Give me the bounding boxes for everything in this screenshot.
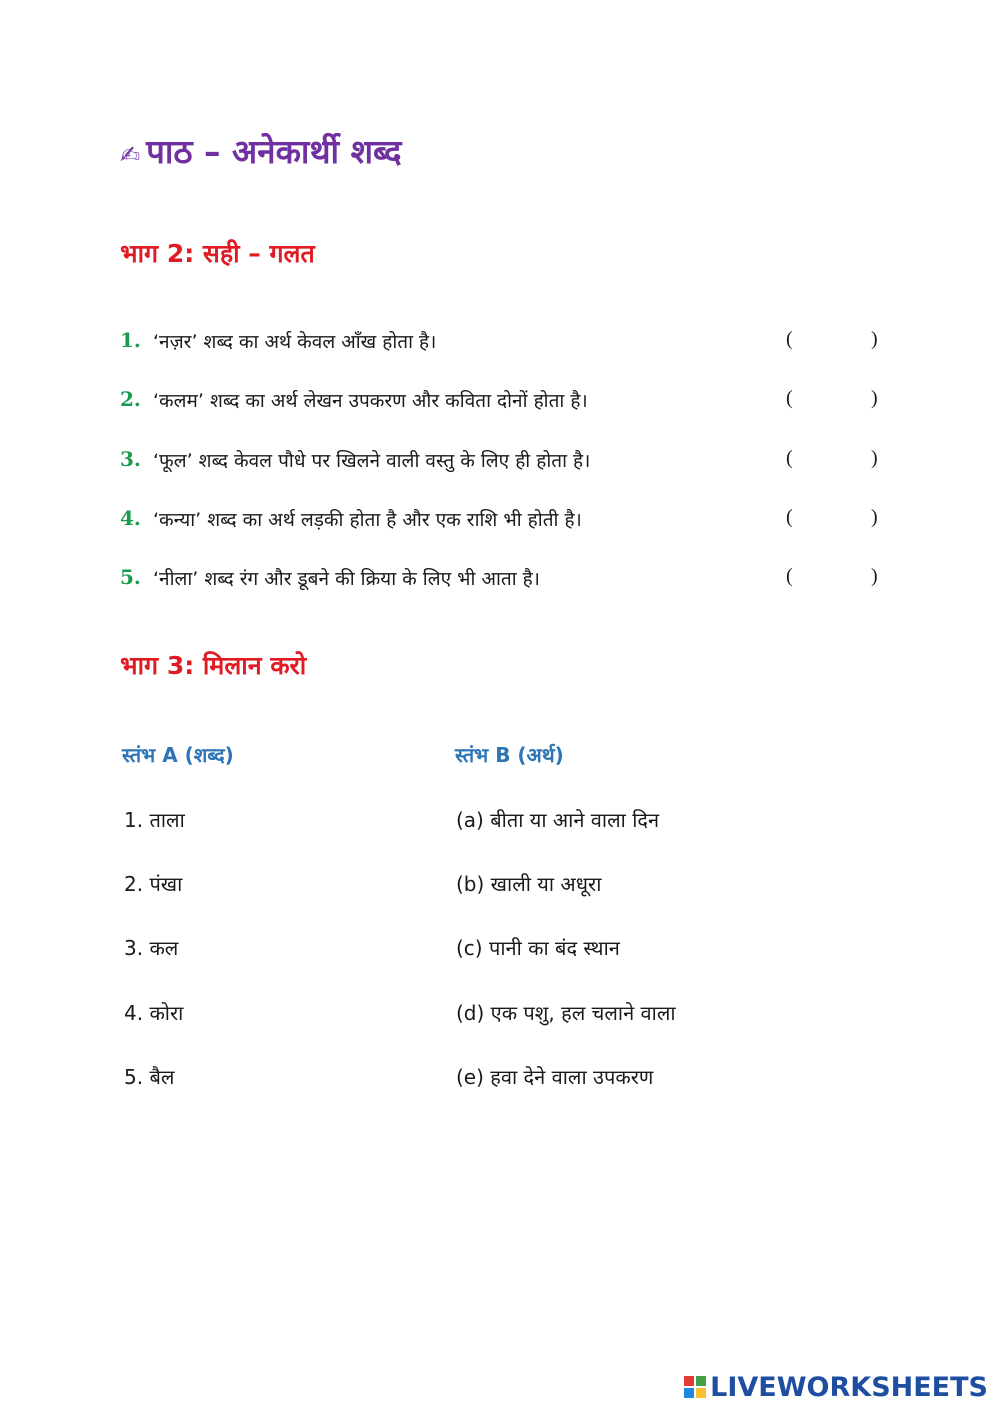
question-number: 4. — [120, 506, 141, 530]
column-a-item: 3. कल — [124, 936, 179, 960]
answer-open-paren: ( — [786, 447, 793, 469]
answer-close-paren: ) — [871, 328, 878, 350]
answer-close-paren: ) — [871, 387, 878, 409]
answer-open-paren: ( — [786, 506, 793, 528]
answer-open-paren: ( — [786, 328, 793, 350]
liveworksheets-logo-icon — [684, 1376, 706, 1398]
question-number: 1. — [120, 328, 141, 352]
column-b-item: (a) बीता या आने वाला दिन — [456, 808, 660, 832]
column-a-item: 5. बैल — [124, 1065, 175, 1089]
question-text: ‘नज़र’ शब्द का अर्थ केवल आँख होता है। — [153, 331, 437, 353]
column-a-item: 1. ताला — [124, 808, 185, 832]
question-2 — [120, 387, 890, 417]
column-b-item: (b) खाली या अधूरा — [456, 872, 602, 896]
answer-open-paren: ( — [786, 387, 793, 409]
pen-icon: ✍ — [120, 141, 141, 169]
part2-heading: भाग 2: सही – गलत — [120, 239, 315, 268]
question-5 — [120, 565, 890, 595]
question-4 — [120, 506, 890, 536]
column-b-item: (d) एक पशु, हल चलाने वाला — [456, 1001, 676, 1025]
question-text: ‘कलम’ शब्द का अर्थ लेखन उपकरण और कविता दोनों होता है। — [153, 390, 588, 412]
column-b-item: (c) पानी का बंद स्थान — [456, 936, 620, 960]
answer-open-paren: ( — [786, 565, 793, 587]
question-number: 5. — [120, 565, 141, 589]
question-number: 2. — [120, 387, 141, 411]
answer-close-paren: ) — [871, 506, 878, 528]
question-text: ‘नीला’ शब्द रंग और डूबने की क्रिया के लिए भी आता है। — [153, 568, 540, 590]
page-title — [120, 128, 402, 173]
answer-close-paren: ) — [871, 447, 878, 469]
question-text: ‘फूल’ शब्द केवल पौधे पर खिलने वाली वस्तु के लिए ही होता है। — [153, 450, 591, 472]
question-3 — [120, 447, 890, 477]
title-text: पाठ – अनेकार्थी शब्द — [146, 132, 402, 171]
column-b-item: (e) हवा देने वाला उपकरण — [456, 1065, 654, 1089]
question-number: 3. — [120, 447, 141, 471]
question-1 — [120, 328, 890, 358]
brand-text: LIVEWORKSHEETS — [710, 1371, 988, 1403]
column-a-heading: स्तंभ A (शब्द) — [122, 743, 234, 767]
part3-heading: भाग 3: मिलान करो — [120, 651, 307, 680]
question-text: ‘कन्या’ शब्द का अर्थ लड़की होता है और एक राशि भी होती है। — [153, 509, 582, 531]
liveworksheets-brand — [684, 1372, 988, 1402]
column-a-item: 4. कोरा — [124, 1001, 184, 1025]
column-a-item: 2. पंखा — [124, 872, 183, 896]
column-b-heading: स्तंभ B (अर्थ) — [455, 743, 564, 767]
answer-close-paren: ) — [871, 565, 878, 587]
